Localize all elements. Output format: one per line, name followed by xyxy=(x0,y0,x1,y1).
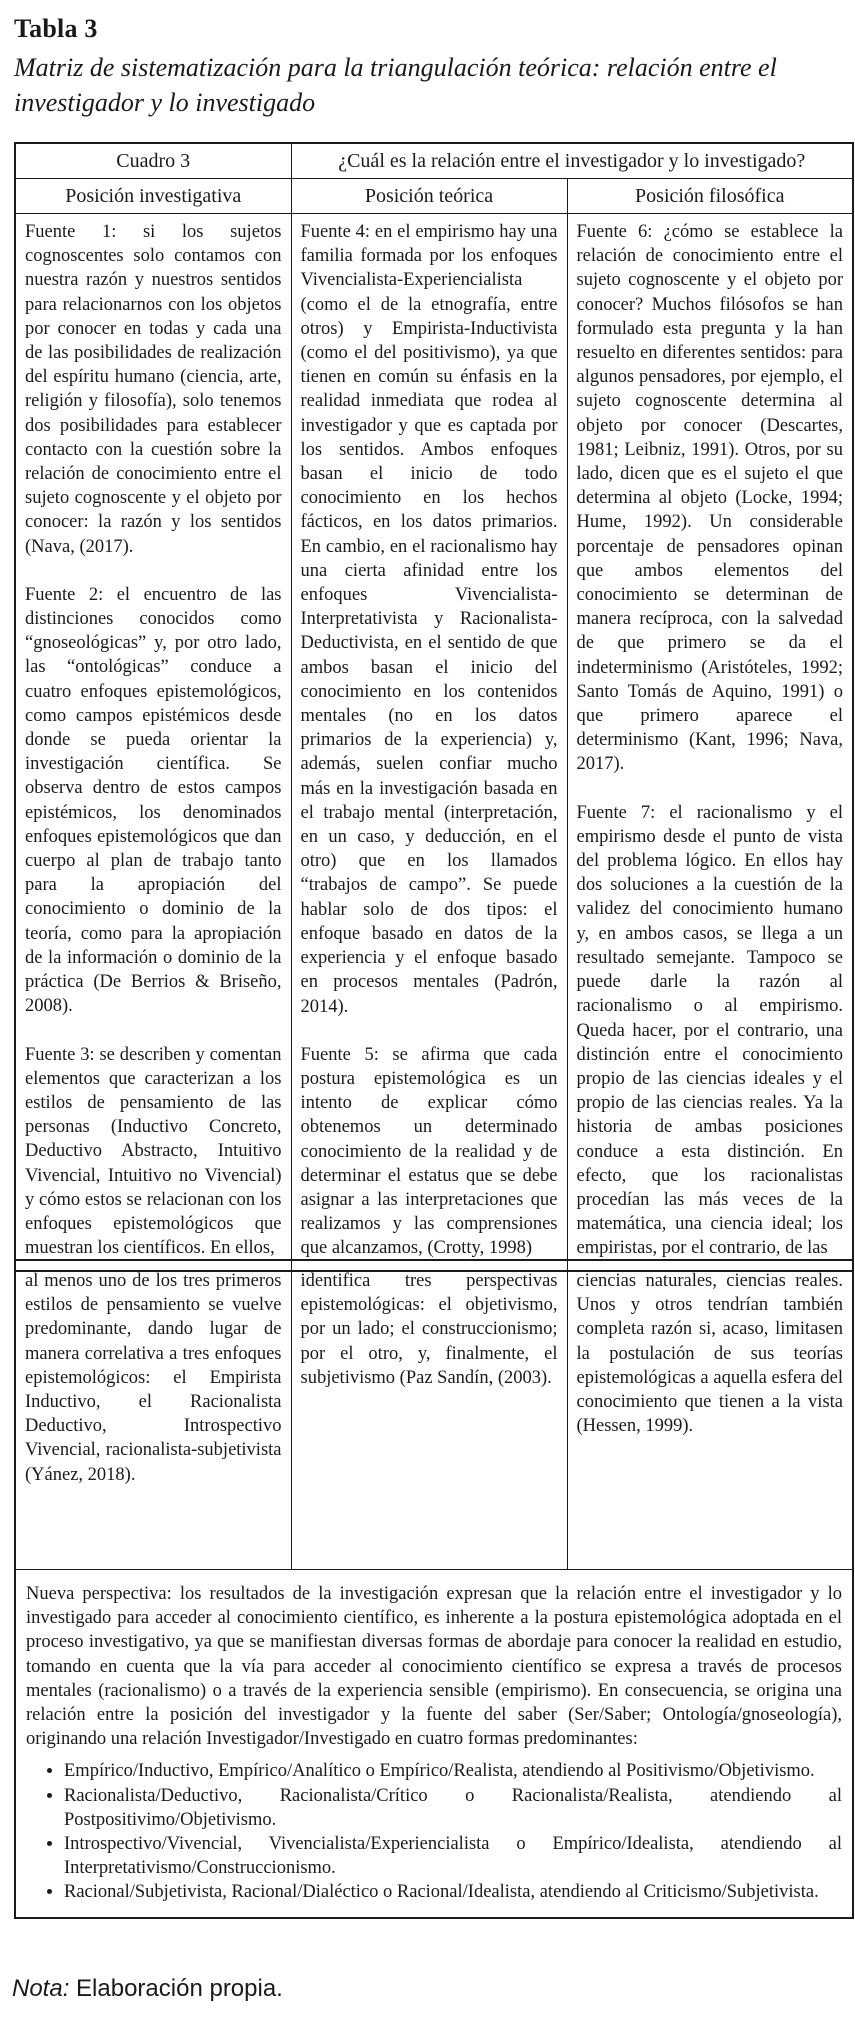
continuation-text-filosofica xyxy=(568,1261,853,1569)
source-paragraph: Fuente 6: ¿cómo se establece la relación de conocimiento entre el sujeto cognoscente y el objeto por conocer? Muchos filósofos se han formulado esta pregunta y la han resuelto en diferentes sentidos: para algunos pensadores, por ejemplo, el sujeto cognoscente determina al objeto por conocer (Descartes, 1981; Leibniz, 1991). Otros, por su lado, dicen que es el sujeto el que determina al objeto (Locke, 1994; Hume, 1992). Un considerable porcentaje de pensadores opinan que ambos elementos del conocimiento se determinan de manera recíproca, con la salvedad de que primero se da el indeterminismo (Aristóteles, 1992; Santo Tomás de Aquino, 1991) o que primero aparece el determinismo (Kant, 1996; Nava, 2017). xyxy=(576,222,843,775)
column-header-posicion-filosofica: Posición filosófica xyxy=(567,179,853,214)
cell-nueva-perspectiva xyxy=(15,1570,853,1918)
continuation-text-investigativa xyxy=(16,1261,291,1569)
matrix-table-page-2 xyxy=(14,1259,854,1919)
source-paragraph-continued: al menos uno de los tres primeros estilos de pensamiento se vuelve predominante, dando lugar de manera correlativa a tres enfoques epistemológicos: el Empirista Inductivo, el Racionalista Deductivo, Introspectivo Vivencial, racionalista-subjetivista (Yánez, 2018). xyxy=(25,1271,282,1485)
column-text-teorica xyxy=(292,214,567,1270)
cell-posicion-filosofica xyxy=(567,214,853,1272)
header-question: ¿Cuál es la relación entre el investigador y lo investigado? xyxy=(291,143,853,179)
cell-continuation-investigativa xyxy=(15,1260,291,1570)
source-paragraph: Fuente 3: se describen y comentan elementos que caracterizan a los estilos de pensamiento de las personas (Inductivo Concreto, Deductivo Abstracto, Intuitivo Vivencial, Intuitivo no Vivencial) y cómo estos se relacionan con los enfoques epistemológicos que muestran los científicos. En ellos, xyxy=(25,1044,282,1259)
source-paragraph: Fuente 1: si los sujetos cognoscentes solo contamos con nuestra razón y nuestros sentidos para relacionarnos con los objetos por conocer en todas y cada una de las posibilidades de realización del espíritu humano (ciencia, arte, religión y filosofía), solo tenemos dos posibilidades para establecer contacto con la cuestión sobre la relación de conocimiento entre el sujeto cognoscente y el objeto por conocer: la razón y los sentidos (Nava, (2017). xyxy=(25,222,282,557)
column-header-posicion-investigativa: Posición investigativa xyxy=(15,179,291,214)
list-item: • Racional/Subjetivista, Racional/Dialéctico o Racional/Idealista, atendiendo al Criticismo/Subjetivista. xyxy=(64,1880,842,1904)
header-cuadro: Cuadro 3 xyxy=(15,143,291,179)
note-text: Elaboración propia. xyxy=(76,1975,283,2002)
column-text-investigativa xyxy=(16,214,291,1270)
source-paragraph: Fuente 2: el encuentro de las distinciones conocidos como “gnoseológicas” y, por otro lado, las “ontológicas” conduce a cuatro enfoques epistemológicos, como campos epistémicos desde donde se pueda orientar la investigación científica. Se observa dentro de estos campos epistémicos, los denominados enfoques epistemológicos que dan cuerpo al plan de trabajo tanto para la apropiación del conocimiento o dominio de la teoría, como para la apropiación de la información o dominio de la práctica (De Berrios & Briseño, 2008). xyxy=(25,584,282,1017)
note-label: Nota: xyxy=(12,1975,70,2002)
list-item: • Racionalista/Deductivo, Racionalista/Crítico o Racionalista/Realista, atendiendo al Postpositivimo/Objetivismo. xyxy=(64,1784,842,1832)
column-text-filosofica xyxy=(568,214,853,1270)
cell-posicion-teorica xyxy=(291,214,567,1272)
source-paragraph: Fuente 7: el racionalismo y el empirismo desde el punto de vista del problema lógico. En ellos hay dos soluciones a la cuestión de la validez del conocimiento humano y, en ambos casos, se llega a un resultado semejante. Tampoco se puede darle la razón al racionalismo o al empirismo. Queda hacer, por el contrario, una distinción entre el conocimiento propio de las ciencias ideales y el propio de las ciencias reales. Ya la historia de ambas posiciones conduce a esta distinción. En efecto, que los racionalistas procedían las más veces de la matemática, una ciencia ideal; los empiristas, por el contrario, de las xyxy=(576,802,843,1259)
source-paragraph: Fuente 4: en el empirismo hay una familia formada por los enfoques Vivencialista-Experiencialista (como el de la etnografía, entre otros) y Empirista-Inductivista (como el del positivismo), ya que tienen en común su énfasis en la realidad inmediata que rodea al investigador y que es captada por los sentidos. Ambos enfoques basan el inicio de todo conocimiento en los hechos fácticos, en los datos primarios. En cambio, en el racionalismo hay una cierta afinidad entre los enfoques Vivencialista-Interpretativista y Racionalista-Deductivista, en el sentido de que ambos basan el inicio del conocimiento en los contenidos mentales (no en los datos primarios de la experiencia) y, además, suelen confiar mucho más en la investigación basada en el trabajo mental (interpretación, en un caso, y deducción, en el otro) que en los llamados “trabajos de campo”. Se puede hablar solo de dos tipos: el enfoque basado en datos de la experiencia y el enfoque basado en procesos mentales (Padrón, 2014). xyxy=(300,222,558,1017)
cell-posicion-investigativa xyxy=(15,214,291,1272)
cell-continuation-teorica xyxy=(291,1260,567,1570)
column-header-posicion-teorica: Posición teórica xyxy=(291,179,567,214)
source-paragraph-continued: ciencias naturales, ciencias reales. Unos y otros tendrían también completa razón si, acaso, limitasen la postulación de sus teorías epistemológicas a aquella esfera del conocimiento que tienen a la vista (Hessen, 1999). xyxy=(576,1271,843,1437)
source-paragraph-continued: identifica tres perspectivas epistemológicas: el objetivismo, por un lado; el construccionismo; por el otro, y, finalmente, el subjetivismo (Paz Sandín, (2003). xyxy=(300,1271,558,1388)
continuation-text-teorica xyxy=(292,1261,567,1569)
list-item: • Introspectivo/Vivencial, Vivencialista/Experiencialista o Empírico/Idealista, atendiendo al Interpretativismo/Construccionismo. xyxy=(64,1832,842,1880)
source-paragraph: Fuente 5: se afirma que cada postura epistemológica es un intento de explicar cómo obtenemos un determinado conocimiento de la realidad y de determinar el estatus que se debe asignar a las interpretaciones que realizamos y las comprensiones que alcanzamos, (Crotty, 1998) xyxy=(300,1044,558,1259)
table-number: Tabla 3 xyxy=(14,14,98,43)
table-caption: Matriz de sistematización para la triangulación teórica: relación entre el investigador y lo investigado xyxy=(14,53,777,117)
nueva-perspectiva-text: Nueva perspectiva: los resultados de la investigación expresan que la relación entre el investigador y lo investigado para acceder al conocimiento científico, es inherente a la postura epistemológica adoptada en el proceso investigativo, ya que se manifiestan diversas formas de abordaje para conocer la realidad en estudio, tomando en cuenta que la vía para acceder al conocimiento científico se expresa a través de procesos mentales (racionalismo) o a través de la experiencia sensible (empirismo). En consecuencia, se origina una relación entre la posición del investigador y la fuente del saber (Ser/Saber; Ontología/gnoseología), originando una relación Investigador/Investigado en cuatro formas predominantes: xyxy=(26,1584,842,1750)
matrix-table-page-1 xyxy=(14,142,854,1272)
cell-continuation-filosofica xyxy=(567,1260,853,1570)
table-note xyxy=(12,1975,283,2003)
forms-list xyxy=(26,1759,842,1904)
list-item: • Empírico/Inductivo, Empírico/Analítico o Empírico/Realista, atendiendo al Positivismo/Objetivismo. xyxy=(64,1759,842,1783)
